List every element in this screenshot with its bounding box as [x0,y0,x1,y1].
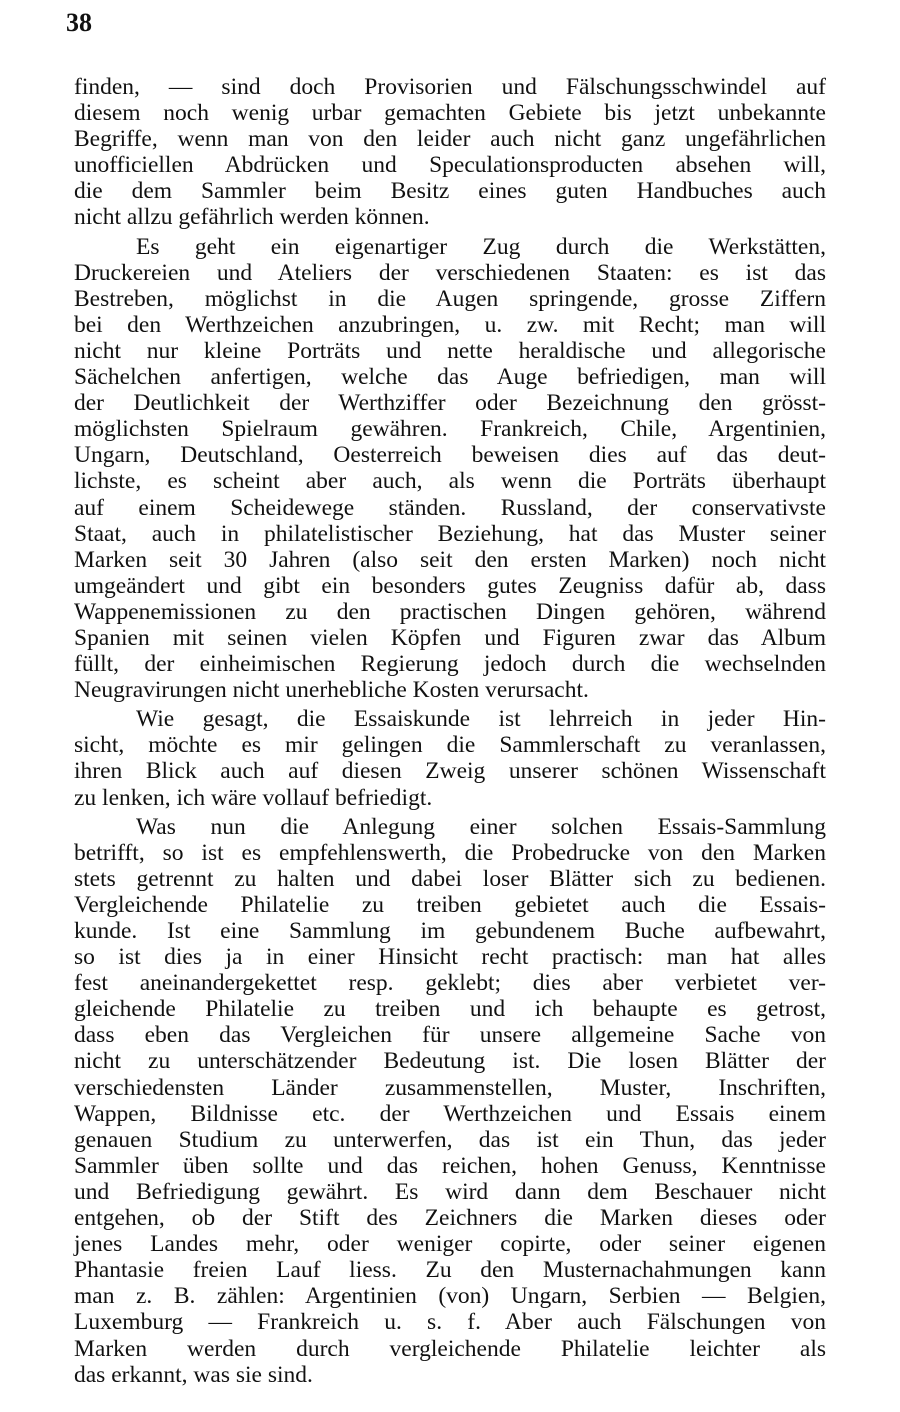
text-line: fest aneinandergekettet resp. geklebt; dies aber verbietet ver- [74,970,826,997]
text-line: stets getrennt zu halten und dabei loser Blätter sich zu bedienen. [74,865,826,892]
text-line: Spanien mit seinen vielen Köpfen und Figuren zwar das Album [74,624,826,651]
body-text [74,74,826,1388]
text-line: nicht nur kleine Porträts und nette heraldische und allegorische [74,337,826,364]
text-line: Luxemburg — Frankreich u. s. f. Aber auch Fälschungen von [74,1309,826,1336]
text-line: entgehen, ob der Stift des Zeichners die Marken dieses oder [74,1205,826,1232]
paragraph [74,706,826,810]
text-line: Was nun die Anlegung einer solchen Essais-Sammlung [136,813,826,840]
text-line: ihren Blick auch auf diesen Zweig unserer schönen Wissenschaft [74,758,826,785]
text-line: unofficiellen Abdrücken und Speculationsproducten absehen will, [74,152,826,179]
text-line: Wie gesagt, die Essaiskunde ist lehrreich in jeder Hin- [136,706,826,733]
text-line: Vergleichende Philatelie zu treiben gebietet auch die Essais- [74,891,826,918]
text-line: umgeändert und gibt ein besonders gutes Zeugniss dafür ab, dass [74,572,826,599]
text-line: verschiedensten Länder zusammenstellen, Muster, Inschriften, [74,1074,826,1101]
text-line: zu lenken, ich wäre vollauf befriedigt. [74,784,433,811]
text-line: auf einem Scheidewege ständen. Russland, der conservativste [74,494,826,521]
text-line: Marken werden durch vergleichende Philatelie leichter als [74,1335,826,1362]
text-line: Staat, auch in philatelistischer Beziehung, hat das Muster seiner [74,520,826,547]
text-line: man z. B. zählen: Argentinien (von) Ungarn, Serbien — Belgien, [74,1283,826,1310]
text-line: Phantasie freien Lauf liess. Zu den Musternachahmungen kann [74,1257,826,1284]
paragraph [74,814,826,1388]
text-line: Neugravirungen nicht unerhebliche Kosten verursacht. [74,677,589,704]
paragraph [74,74,826,231]
text-line: die dem Sammler beim Besitz eines guten Handbuches auch [74,178,826,205]
text-line: nicht allzu gefährlich werden können. [74,204,430,231]
text-line: Bestreben, möglichst in die Augen springende, grosse Ziffern [74,285,826,312]
text-line: so ist dies ja in einer Hinsicht recht practisch: man hat alles [74,944,826,971]
text-line: bei den Werthzeichen anzubringen, u. zw. mit Recht; man will [74,311,826,338]
text-line: betrifft, so ist es empfehlenswerth, die Probedrucke von den Marken [74,839,826,866]
text-line: Sammler üben sollte und das reichen, hohen Genuss, Kenntnisse [74,1152,826,1179]
text-line: Wappen, Bildnisse etc. der Werthzeichen und Essais einem [74,1100,826,1127]
text-line: gleichende Philatelie zu treiben und ich behaupte es getrost, [74,996,826,1023]
text-line: dass eben das Vergleichen für unsere allgemeine Sache von [74,1022,826,1049]
text-line: und Befriedigung gewährt. Es wird dann dem Beschauer nicht [74,1178,826,1205]
text-line: Wappenemissionen zu den practischen Dingen gehören, während [74,598,826,625]
text-line: Marken seit 30 Jahren (also seit den ersten Marken) noch nicht [74,546,826,573]
text-line: sicht, möchte es mir gelingen die Sammlerschaft zu veranlassen, [74,732,826,759]
text-line: genauen Studium zu unterwerfen, das ist ein Thun, das jeder [74,1126,826,1153]
text-line: Druckereien und Ateliers der verschiedenen Staaten: es ist das [74,259,826,286]
text-line: lichste, es scheint aber auch, als wenn die Porträts überhaupt [74,468,826,495]
text-line: Sächelchen anfertigen, welche das Auge befriedigen, man will [74,364,826,391]
text-line: Ungarn, Deutschland, Oesterreich beweisen dies auf das deut- [74,442,826,469]
paragraph [74,234,826,704]
text-line: kunde. Ist eine Sammlung im gebundenem Buche aufbewahrt, [74,918,826,944]
text-line: füllt, der einheimischen Regierung jedoch durch die wechselnden [74,651,826,678]
text-line: der Deutlichkeit der Werthziffer oder Bezeichnung den grösst- [74,390,826,417]
text-line: nicht zu unterschätzender Bedeutung ist. Die losen Blätter der [74,1048,826,1075]
text-line: das erkannt, was sie sind. [74,1361,313,1388]
text-line: Es geht ein eigenartiger Zug durch die Werkstätten, [136,233,826,260]
text-line: diesem noch wenig urbar gemachten Gebiete bis jetzt unbekannte [74,100,826,127]
text-line: finden, — sind doch Provisorien und Fälschungsschwindel auf [74,74,826,100]
text-line: jenes Landes mehr, oder weniger copirte, oder seiner eigenen [74,1231,826,1258]
page-number: 38 [66,8,92,37]
text-line: Begriffe, wenn man von den leider auch nicht ganz ungefährlichen [74,126,826,153]
text-line: möglichsten Spielraum gewähren. Frankreich, Chile, Argentinien, [74,416,826,443]
